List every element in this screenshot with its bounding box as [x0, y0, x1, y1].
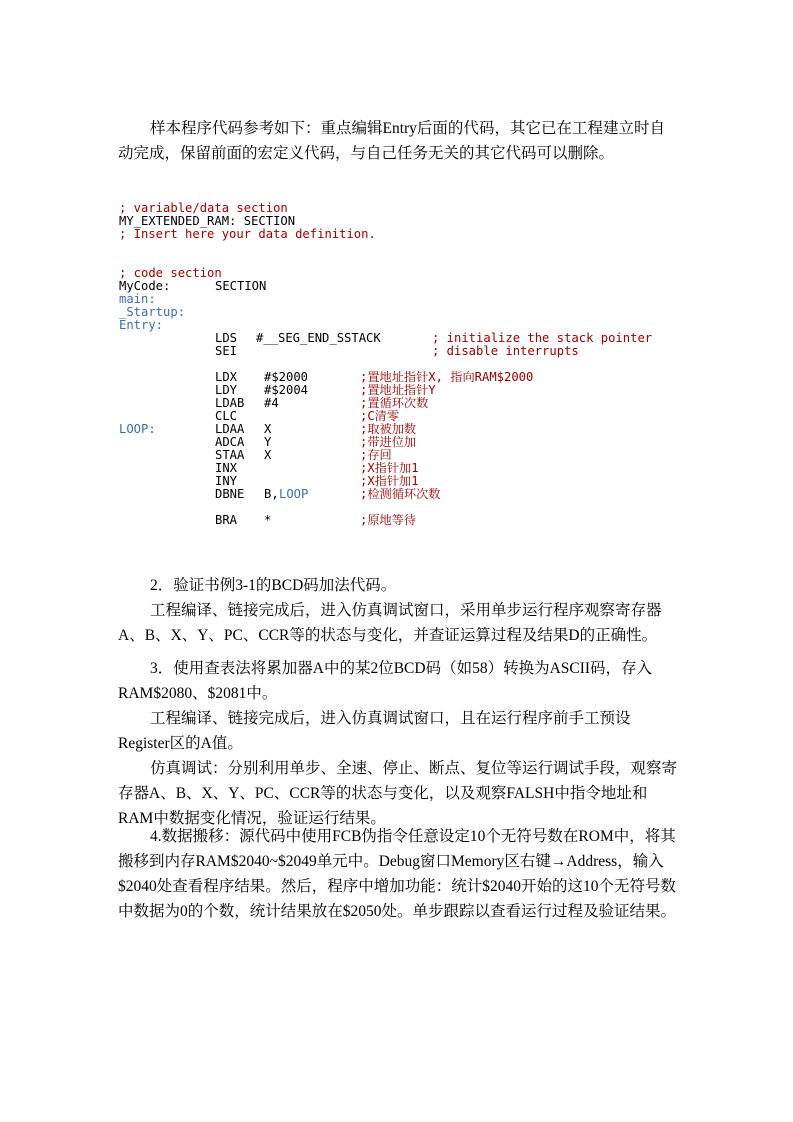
code-op: BRA: [215, 513, 238, 527]
section-title: 2．验证书例3-1的BCD码加法代码。: [150, 577, 397, 594]
section-4: [118, 824, 678, 924]
code-comment: ;X指针加1: [360, 461, 419, 475]
code-comment: ;带进位加: [360, 435, 417, 449]
code-label-startup: _Startup:: [119, 305, 186, 319]
code-op: DBNE: [215, 487, 245, 501]
code-label-loop: LOOP:: [119, 422, 156, 436]
code-op: LDAA: [215, 422, 245, 436]
code-arg: *: [264, 513, 272, 527]
code-op: STAA: [215, 448, 245, 462]
code-op: LDAB: [215, 396, 245, 410]
code-arg: B,: [264, 487, 279, 501]
code-label-main: main:: [119, 292, 156, 306]
code-comment: ; disable interrupts: [432, 344, 579, 358]
code-comment: ;置循环次数: [360, 396, 429, 410]
section-paragraph: 仿真调试：分别利用单步、全速、停止、断点、复位等运行调试手段，观察寄存器A、B、X、Y、PC、CCR等的状态与变化，以及观察FALSH中指令地址和RAM中数据变化情况，验证运行结果。: [118, 760, 678, 827]
code-arg-loop-ref: LOOP: [279, 487, 309, 501]
code-comment: ;存回: [360, 448, 392, 462]
intro-text: 样本程序代码参考如下：重点编辑Entry后面的代码，其它已在工程建立时自动完成，保留前面的宏定义代码，与自己任务无关的其它代码可以删除。: [118, 120, 665, 162]
section-paragraph: 工程编译、链接完成后，进入仿真调试窗口，采用单步运行程序观察寄存器A、B、X、Y、PC、CCR等的状态与变化，并查证运算过程及结果D的正确性。: [118, 602, 662, 644]
code-label-mycode: MyCode:: [119, 279, 171, 293]
code-op: SEI: [215, 344, 238, 358]
code-comment: ;检测循环次数: [360, 487, 441, 501]
code-arg: X: [264, 448, 272, 462]
code-label-entry: Entry:: [119, 318, 164, 332]
code-op: LDS: [215, 331, 238, 345]
code-comment-code-section: ; code section: [119, 266, 222, 280]
code-comment: ;置地址指针X, 指向RAM$2000: [360, 370, 534, 384]
code-comment-variable-section: ; variable/data section: [119, 201, 288, 215]
code-comment: ; initialize the stack pointer: [432, 331, 653, 345]
code-label-extended-ram: MY_EXTENDED_RAM: SECTION: [119, 214, 296, 228]
section-3: [118, 656, 678, 831]
code-listing: [119, 202, 689, 532]
code-arg: Y: [264, 435, 272, 449]
code-comment: ;原地等待: [360, 513, 417, 527]
code-comment: ;置地址指针Y: [360, 383, 436, 397]
code-op: LDY: [215, 383, 238, 397]
code-comment: ;C清零: [360, 409, 400, 423]
section-title: 3．使用查表法将累加器A中的某2位BCD码（如58）转换为ASCII码，存入RAM$2080、$2081中。: [118, 660, 653, 702]
code-op: CLC: [215, 409, 238, 423]
code-mycode-section: SECTION: [215, 279, 267, 293]
code-comment: ;取被加数: [360, 422, 417, 436]
code-arg: X: [264, 422, 272, 436]
code-op: INX: [215, 461, 238, 475]
code-op: ADCA: [215, 435, 245, 449]
code-arg: #$2004: [264, 383, 309, 397]
intro-paragraph: [118, 116, 678, 166]
code-comment-insert-data: ; Insert here your data definition.: [119, 227, 376, 241]
code-arg: #$2000: [264, 370, 309, 384]
code-arg: #__SEG_END_SSTACK: [256, 331, 381, 345]
section-paragraph: 工程编译、链接完成后，进入仿真调试窗口，且在运行程序前手工预设Register区的A值。: [118, 710, 631, 752]
code-comment: ;X指针加1: [360, 474, 419, 488]
code-op: INY: [215, 474, 238, 488]
section-title: 4.数据搬移：源代码中使用FCB伪指令任意设定10个无符号数在ROM中，将其搬移到内存RAM$2040~$2049单元中。Debug窗口Memory区右键→Address，输入$2040处查看程序结果。然后，程序中增加功能：统计$2040开始的这10个无符号数中数据为0的个数，统计结果放在$2050处。单步跟踪以查看运行过程及验证结果。: [118, 828, 677, 920]
code-arg: #4: [264, 396, 279, 410]
section-2: [118, 573, 678, 648]
code-op: LDX: [215, 370, 238, 384]
